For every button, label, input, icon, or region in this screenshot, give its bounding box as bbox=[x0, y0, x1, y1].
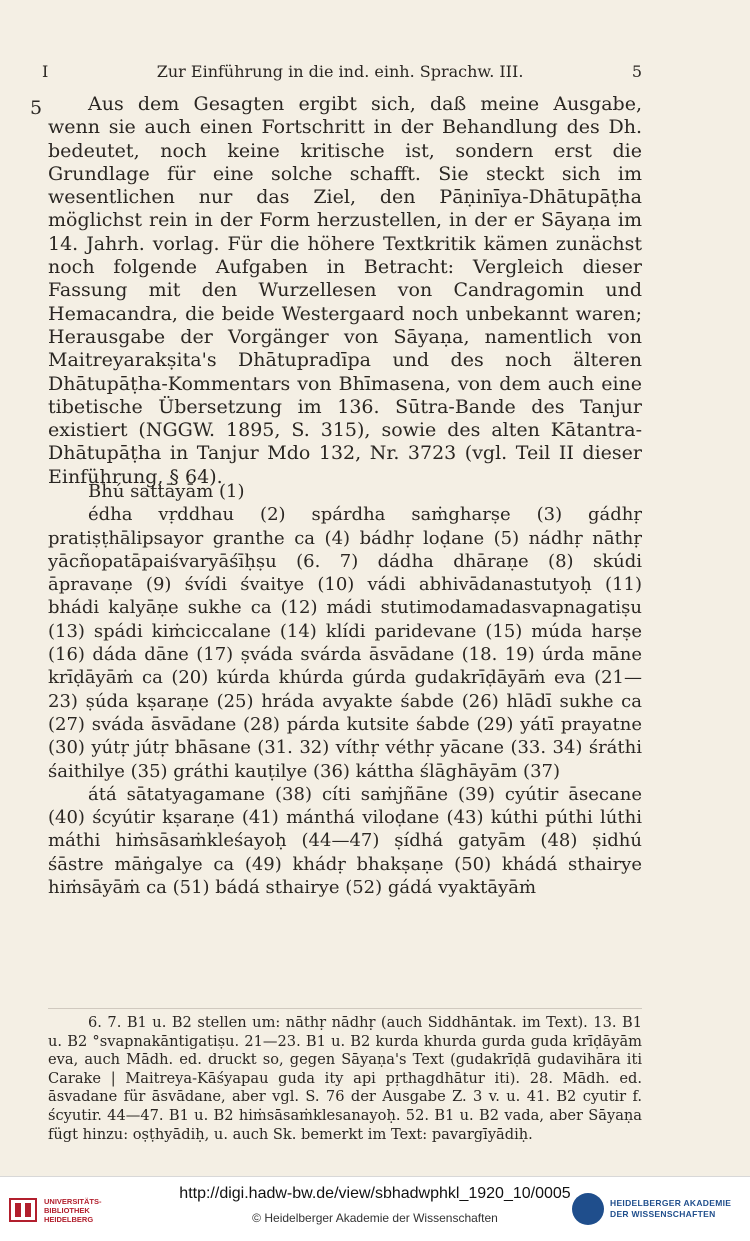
copyright-notice: © Heidelberger Akademie der Wissenschaften bbox=[252, 1211, 498, 1225]
list-paragraph-1: Bhú sattāyām (1) bbox=[88, 481, 245, 502]
footnote-divider bbox=[48, 1008, 642, 1009]
root-list bbox=[48, 480, 642, 899]
footnote-text: 6. 7. B1 u. B2 stellen um: nāthṛ nādhṛ (auch Siddhāntak. im Text). 13. B1 u. B2 °svapnakāntigatiṣu. 21—23. B1 u. B2 kurda khurda gurda guda krīḍāyām eva, auch Mādh. ed. druckt so, gegen Sāyaṇa's Text (gudakrīḍā gudavihāra iti Carake | Maitreya-Kāśyapau guda ity api pṛthagdhātur iti). 28. Mādh. ed. āsvadane für āsvādane, aber vgl. S. 76 der Ausgabe Z. 3 v. u. 41. B2 cyutir f. ścyutir. 44—47. B1 u. B2 hiṁsāsaṁklesanayoḥ. 52. B1 u. B2 vada, aber Sāyaṇa fügt hinzu: oṣṭhyādiḥ, u. auch Sk. bemerkt im Text: pavargīyādiḥ. bbox=[48, 1014, 642, 1143]
footnotes bbox=[48, 1014, 642, 1144]
list-paragraph-2: édha vṛddhau (2) spárdha saṁgharṣe (3) gádhṛ pratiṣṭhālipsayor granthe ca (4) bádhṛ loḍane (5) nádhṛ nāthṛ yācñopatāpaiśvaryāśīḥṣu (6. 7) dádha dhāraṇe (8) skúdi āpravaṇe (9) śvídi śvaitye (10) vádi abhivādanastutyoḥ (11) bhádi kalyāṇe sukhe ca (12) mádi stutimodamadasvapnagatiṣu (13) spádi kiṁciccalane (14) klídi paridevane (15) múda harṣe (16) dáda dāne (17) ṣváda svárda āsvādane (18. 19) úrda māne krīḍāyāṁ ca (20) kúrda khúrda gúrda gudakrīḍāyāṁ eva (21—23) ṣúda kṣaraṇe (25) hráda avyakte śabde (26) hlādī sukhe ca (27) sváda āsvādane (28) párda kutsite śabde (29) yátī prayatne (30) yútṛ jútṛ bhāsane (31. 32) víthṛ véthṛ yācane (33. 34) śráthi śaithilye (35) gráthi kauṭilye (36) káttha ślāghāyām (37) bbox=[48, 504, 642, 782]
header-section-number: I bbox=[42, 62, 49, 81]
page-url-link[interactable]: http://digi.hadw-bw.de/view/sbhadwphkl_1920_10/0005 bbox=[179, 1185, 571, 1202]
paragraph-intro: Aus dem Gesagten ergibt sich, daß meine Ausgabe, wenn sie auch einen Fortschritt in der Behandlung des Dh. bedeutet, noch keine kritische ist, sondern erst die Grundlage für eine solche schafft. Sie steckt sich im wesentlichen nur das Ziel, den Pāṇinīya-Dhātupāṭha möglichst rein in der Form herzustellen, in der er Sāyaṇa im 14. Jahrh. vorlag. Für die höhere Textkritik kämen zunächst noch folgende Aufgaben in Betracht: Vergleich dieser Fassung mit den Wurzellesen von Candragomin und Hemacandra, die beide Westergaard noch unbekannt waren; Herausgabe der Vorgänger von Sāyaṇa, namentlich von Maitreyarakṣita's Dhātupradīpa und des noch älteren Dhātupāṭha-Kommentars von Bhīmasena, von dem auch eine tibetische Übersetzung im 136. Sūtra-Bande des Tanjur existiert (NGGW. 1895, S. 315), sowie des alten Kātantra-Dhātupāṭha in Tanjur Mdo 132, Nr. 3723 (vgl. Teil II dieser Einführung, § 64). bbox=[48, 93, 642, 488]
academy-logo-text: HEIDELBERGER AKADEMIE DER WISSENSCHAFTEN bbox=[610, 1198, 732, 1219]
running-header bbox=[42, 62, 642, 81]
main-text bbox=[48, 93, 642, 489]
academy-logo[interactable] bbox=[572, 1191, 742, 1227]
margin-line-number: 5 bbox=[30, 97, 43, 119]
header-title: Zur Einführung in die ind. einh. Sprachw. III. bbox=[156, 62, 524, 81]
library-logo-text: UNIVERSITÄTS- BIBLIOTHEK HEIDELBERG bbox=[44, 1196, 102, 1224]
page-number: 5 bbox=[631, 62, 642, 81]
academy-seal-icon bbox=[572, 1193, 604, 1225]
viewer-footer bbox=[0, 1176, 750, 1241]
list-paragraph-3: átá sātatyagamane (38) cíti saṁjñāne (39) cyútir āsecane (40) ścyútir kṣaraṇe (41) mánthá viloḍane (43) kúthi púthi lúthi máthi hiṁsāsaṁkleśayoḥ (44—47) ṣídhá gatyām (48) ṣidhú śāstre māṅgalye ca (49) khádṛ bhakṣaṇe (50) khádá sthairye hiṁsāyāṁ ca (51) bádá sthairye (52) gádá vyaktāyāṁ bbox=[48, 783, 642, 899]
